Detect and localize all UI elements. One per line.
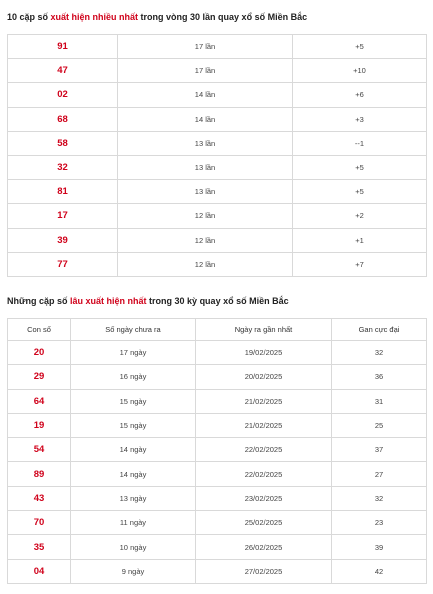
longest-absent-title xyxy=(7,296,289,306)
number-cell: 91 xyxy=(8,35,118,59)
title-part: trong 30 kỳ quay xổ số Miền Bắc xyxy=(146,296,289,306)
date-cell: 22/02/2025 xyxy=(196,438,332,462)
number-cell: 77 xyxy=(8,252,118,276)
number-cell: 47 xyxy=(8,59,118,83)
date-cell: 22/02/2025 xyxy=(196,462,332,486)
number-cell: 64 xyxy=(8,389,71,413)
col-header-last-date: Ngày ra gần nhất xyxy=(196,319,332,341)
table-row xyxy=(8,131,427,155)
col-header-max-gap: Gan cực đại xyxy=(332,319,427,341)
max-gap-cell: 27 xyxy=(332,462,427,486)
table-row xyxy=(8,438,427,462)
title-part: Những cặp số xyxy=(7,296,71,306)
max-gap-cell: 32 xyxy=(332,341,427,365)
number-cell: 35 xyxy=(8,535,71,559)
title-highlight: lâu xuất hiện nhất xyxy=(70,296,147,306)
max-gap-cell: 39 xyxy=(332,535,427,559)
days-cell: 11 ngày xyxy=(71,511,196,535)
table-row xyxy=(8,462,427,486)
date-cell: 25/02/2025 xyxy=(196,511,332,535)
delta-cell: --1 xyxy=(293,131,427,155)
count-cell: 12 lần xyxy=(118,252,293,276)
title-part: trong vòng 30 lần quay xổ số Miền Bắc xyxy=(138,12,308,22)
col-header-number: Con số xyxy=(8,319,71,341)
date-cell: 26/02/2025 xyxy=(196,535,332,559)
table-row xyxy=(8,252,427,276)
table-row xyxy=(8,559,427,583)
date-cell: 21/02/2025 xyxy=(196,413,332,437)
col-header-days: Số ngày chưa ra xyxy=(71,319,196,341)
delta-cell: +7 xyxy=(293,252,427,276)
max-gap-cell: 31 xyxy=(332,389,427,413)
delta-cell: +5 xyxy=(293,155,427,179)
date-cell: 21/02/2025 xyxy=(196,389,332,413)
table-row xyxy=(8,155,427,179)
days-cell: 10 ngày xyxy=(71,535,196,559)
table-row xyxy=(8,180,427,204)
max-gap-cell: 36 xyxy=(332,365,427,389)
table-row xyxy=(8,35,427,59)
table-row xyxy=(8,228,427,252)
date-cell: 19/02/2025 xyxy=(196,341,332,365)
days-cell: 16 ngày xyxy=(71,365,196,389)
days-cell: 13 ngày xyxy=(71,486,196,510)
title-highlight: xuất hiện nhiều nhất xyxy=(50,12,139,22)
number-cell: 19 xyxy=(8,413,71,437)
table-row xyxy=(8,83,427,107)
number-cell: 43 xyxy=(8,486,71,510)
number-cell: 68 xyxy=(8,107,118,131)
number-cell: 20 xyxy=(8,341,71,365)
count-cell: 17 lần xyxy=(118,59,293,83)
count-cell: 12 lần xyxy=(118,204,293,228)
date-cell: 27/02/2025 xyxy=(196,559,332,583)
date-cell: 23/02/2025 xyxy=(196,486,332,510)
number-cell: 02 xyxy=(8,83,118,107)
number-cell: 70 xyxy=(8,511,71,535)
days-cell: 15 ngày xyxy=(71,413,196,437)
table-row xyxy=(8,365,427,389)
delta-cell: +1 xyxy=(293,228,427,252)
table-row xyxy=(8,535,427,559)
delta-cell: +10 xyxy=(293,59,427,83)
count-cell: 12 lần xyxy=(118,228,293,252)
number-cell: 17 xyxy=(8,204,118,228)
title-part: 10 cặp số xyxy=(7,12,51,22)
count-cell: 14 lần xyxy=(118,83,293,107)
count-cell: 13 lần xyxy=(118,180,293,204)
number-cell: 89 xyxy=(8,462,71,486)
number-cell: 32 xyxy=(8,155,118,179)
max-gap-cell: 42 xyxy=(332,559,427,583)
days-cell: 9 ngày xyxy=(71,559,196,583)
table-row xyxy=(8,107,427,131)
number-cell: 29 xyxy=(8,365,71,389)
number-cell: 58 xyxy=(8,131,118,155)
number-cell: 04 xyxy=(8,559,71,583)
table-row xyxy=(8,59,427,83)
number-cell: 39 xyxy=(8,228,118,252)
table-row xyxy=(8,413,427,437)
table-row xyxy=(8,341,427,365)
longest-absent-table xyxy=(7,318,427,584)
max-gap-cell: 23 xyxy=(332,511,427,535)
days-cell: 14 ngày xyxy=(71,438,196,462)
delta-cell: +6 xyxy=(293,83,427,107)
delta-cell: +5 xyxy=(293,35,427,59)
days-cell: 15 ngày xyxy=(71,389,196,413)
count-cell: 13 lần xyxy=(118,155,293,179)
number-cell: 54 xyxy=(8,438,71,462)
number-cell: 81 xyxy=(8,180,118,204)
header-row xyxy=(8,319,427,341)
date-cell: 20/02/2025 xyxy=(196,365,332,389)
count-cell: 14 lần xyxy=(118,107,293,131)
most-frequent-title xyxy=(7,12,307,22)
max-gap-cell: 25 xyxy=(332,413,427,437)
table-row xyxy=(8,389,427,413)
max-gap-cell: 37 xyxy=(332,438,427,462)
max-gap-cell: 32 xyxy=(332,486,427,510)
table-row xyxy=(8,204,427,228)
table-row xyxy=(8,486,427,510)
table-row xyxy=(8,511,427,535)
delta-cell: +2 xyxy=(293,204,427,228)
delta-cell: +3 xyxy=(293,107,427,131)
days-cell: 14 ngày xyxy=(71,462,196,486)
days-cell: 17 ngày xyxy=(71,341,196,365)
most-frequent-table xyxy=(7,34,427,277)
count-cell: 13 lần xyxy=(118,131,293,155)
delta-cell: +5 xyxy=(293,180,427,204)
count-cell: 17 lần xyxy=(118,35,293,59)
